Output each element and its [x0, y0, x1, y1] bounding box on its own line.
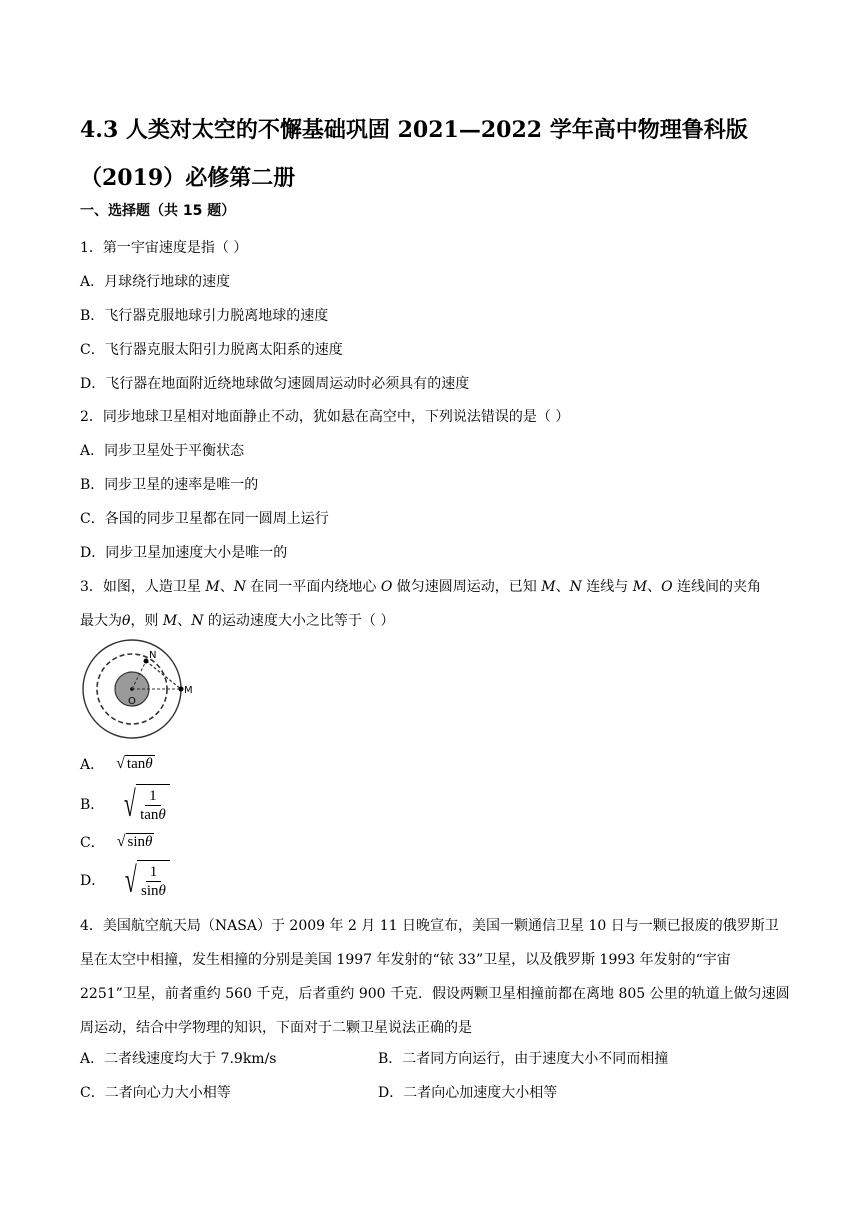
section-heading: 一、选择题（共 15 题） [80, 203, 236, 219]
q2-option-c: C．各国的同步卫星都在同一圆周上运行 [80, 511, 329, 527]
q1-stem: 1．第一宇宙速度是指（ ） [80, 240, 248, 256]
q2-option-b: B．同步卫星的速率是唯一的 [80, 477, 259, 493]
q4-option-d: D．二者向心加速度大小相等 [378, 1085, 558, 1101]
q4-option-b: B．二者同方向运行，由于速度大小不同而相撞 [378, 1051, 669, 1067]
q4-option-c: C．二者向心力大小相等 [80, 1085, 231, 1101]
q3-option-a: A． √ tanθ [80, 755, 153, 773]
orbit-diagram [80, 636, 196, 744]
q2-option-a: A．同步卫星处于平衡状态 [80, 443, 245, 459]
q1-option-c: C．飞行器克服太阳引力脱离太阳系的速度 [80, 342, 343, 358]
q1-option-a: A．月球绕行地球的速度 [80, 274, 231, 290]
q4-stem: 4．美国航空航天局（NASA）于 2009 年 2 月 11 日晚宣布，美国一颗通信卫星 10 日与一颗已报废的俄罗斯卫星在太空中相撞，发生相撞的分别是美国 1997 年发射的“铱 33”卫星，以及俄罗斯 1993 年发射的“宇宙 2251”卫星，前者重约 560 千克，后者重约 900 千克．假设两颗卫星相撞前都在离地 805 公里的轨道上做匀速圆周运动，结合中学物理的知识，下面对于二颗卫星说法正确的是 [80, 918, 790, 1036]
satellite-m [179, 687, 184, 692]
q3-option-d: D． √ $\frac{1}{\sin\theta}$ [80, 860, 170, 900]
q3-option-b: B． √ $\frac{1}{\tan\theta}$ [80, 784, 170, 824]
q1-option-d: D．飞行器在地面附近绕地球做匀速圆周运动时必须具有的速度 [80, 376, 470, 392]
q3-option-c: C． √ sinθ [80, 833, 153, 851]
satellite-n [144, 659, 149, 664]
q2-stem: 2．同步地球卫星相对地面静止不动，犹如悬在高空中，下列说法错误的是（ ） [80, 409, 570, 425]
label-o: O [128, 696, 136, 707]
label-n: N [149, 650, 157, 661]
q3-stem: 3．如图，人造卫星 M、N 在同一平面内绕地心 O 做匀速圆周运动，已知 M、N 连线与 M、O 连线间的夹角 最大为θ，则 M、N 的运动速度大小之比等于（ ） [80, 579, 762, 629]
q4-option-a: A．二者线速度均大于 7.9km/s [80, 1051, 277, 1067]
label-m: M [184, 685, 193, 696]
q1-option-b: B．飞行器克服地球引力脱离地球的速度 [80, 308, 329, 324]
page-title: 4.3 人类对太空的不懈基础巩固 2021—2022 学年高中物理鲁科版（2019）必修第二册 [80, 117, 748, 191]
q2-option-d: D．同步卫星加速度大小是唯一的 [80, 545, 288, 561]
